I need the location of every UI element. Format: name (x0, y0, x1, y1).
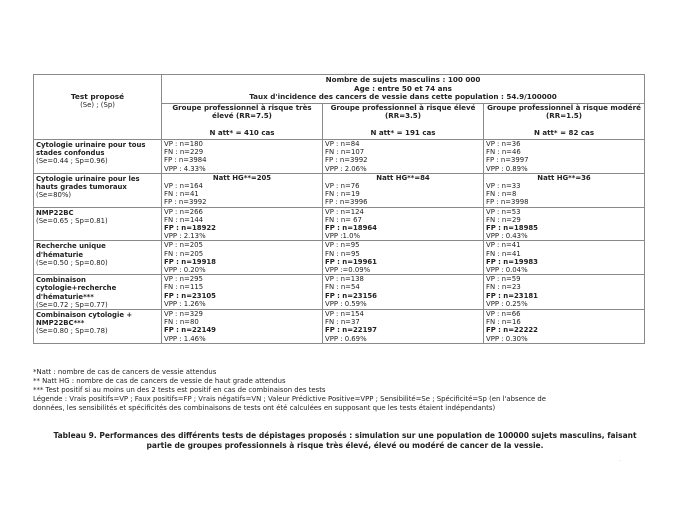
test-name-line: Combinaison cytologie + (36, 311, 133, 320)
result-cell (323, 140, 484, 174)
result-cell (162, 207, 323, 241)
fn-value: FN : n=80 (164, 318, 199, 327)
vp-value: VP : n=95 (325, 241, 360, 250)
result-cell (484, 173, 645, 207)
vp-value: VP : n=36 (486, 140, 521, 148)
natt-hg: Natt HG**=205 (212, 173, 272, 182)
group-label-line-1: Groupe professionnel à risque élevé (330, 103, 476, 112)
result-cell (323, 310, 484, 344)
fp-value: FP : n=23156 (325, 291, 377, 300)
fn-value: FN : n=16 (486, 318, 521, 327)
test-name-line: hauts grades tumoraux (36, 183, 127, 192)
vp-value: VP : n=266 (164, 207, 203, 216)
caption-line: partie de groupes professionnels à risque très élevé, élevé ou modéré de cancer de la vessie. (146, 441, 544, 450)
vpp-value: VPP : 0.04% (486, 266, 528, 275)
fn-value: FN : n=37 (325, 318, 360, 327)
caption-line: Tableau 9. Performances des différents tests de dépistages proposés : simulation sur une population de 100000 sujets masculins, faisant (53, 431, 637, 440)
fp-value: FP : n=19983 (486, 257, 538, 266)
group-natt: N att* = 82 cas (533, 127, 595, 137)
fp-value: FP : n=3984 (164, 156, 207, 165)
fp-value: FP : n=22149 (164, 326, 216, 335)
population-line-2: Age : entre 50 et 74 ans (354, 83, 452, 93)
vp-value: VP : n=66 (486, 310, 521, 319)
footnotes (33, 368, 648, 413)
table-row (34, 310, 645, 344)
fn-value: FN : n=205 (164, 249, 204, 258)
header-row (34, 75, 645, 104)
fn-value: FN : n=29 (486, 215, 521, 224)
fn-value: FN : n=41 (486, 249, 521, 258)
group-header-high (323, 103, 484, 139)
vpp-value: VPP : 2.06% (325, 164, 367, 173)
test-params: (Se=80%) (36, 191, 72, 200)
group-natt: N att* = 191 cas (370, 127, 436, 137)
fn-value: FN : n=115 (164, 283, 204, 292)
result-cell (162, 310, 323, 344)
test-name-line: NMP22BC (36, 208, 74, 217)
vp-value: VP : n=53 (486, 207, 521, 216)
table-row (34, 275, 645, 310)
fp-value: FP : n=3998 (486, 198, 529, 207)
fn-value: FN : n=54 (325, 283, 360, 292)
vp-value: VP : n=138 (325, 275, 364, 284)
fp-value: FP : n=18964 (325, 224, 377, 233)
group-label-line-1: Groupe professionnel à risque très (172, 103, 312, 112)
test-name-cell (34, 140, 162, 174)
footnote: ** Natt HG : nombre de cas de cancers de vessie de haut grade attendus (33, 376, 286, 385)
result-cell (162, 275, 323, 310)
fp-value: FP : n=22222 (486, 326, 538, 335)
test-name-cell (34, 275, 162, 310)
test-params: (Se=0.72 ; Sp=0.77) (36, 300, 108, 309)
test-name-cell (34, 310, 162, 344)
legend-line: Légende : Vrais positifs=VP ; Faux positifs=FP ; Vrais négatifs=VN ; Valeur Prédictive Positive=VPP ; Sensibilité=Se ; Spécificité=Sp (en l'absence de (33, 394, 547, 403)
fp-value: FP : n=19961 (325, 257, 377, 266)
result-cell (484, 140, 645, 174)
test-params: (Se=0.44 ; Sp=0.96) (36, 157, 108, 166)
fp-value: FP : n=18985 (486, 224, 538, 233)
fn-value: FN : n= 67 (325, 215, 362, 224)
natt-hg: Natt HG**=36 (537, 173, 591, 182)
result-cell (162, 173, 323, 207)
group-header-moderate (484, 103, 645, 139)
result-cell (323, 173, 484, 207)
result-cell (323, 275, 484, 310)
vp-value: VP : n=59 (486, 275, 521, 284)
result-cell (484, 310, 645, 344)
vpp-value: VPP : 0.30% (486, 334, 528, 343)
vpp-value: VPP : 0.20% (164, 266, 206, 275)
table-caption (40, 431, 650, 451)
fp-value: FP : n=23105 (164, 291, 216, 300)
test-name-line: stades confondus (36, 149, 105, 158)
group-label-line-2: (RR=1.5) (546, 111, 582, 121)
fp-value: FP : n=22197 (325, 326, 377, 335)
vp-value: VP : n=41 (486, 241, 521, 250)
fp-value: FP : n=19918 (164, 257, 216, 266)
population-header (162, 75, 645, 104)
vp-value: VP : n=33 (486, 182, 521, 191)
result-cell (323, 207, 484, 241)
vp-value: VP : n=205 (164, 241, 203, 250)
result-cell (484, 241, 645, 275)
vp-value: VP : n=76 (325, 182, 360, 191)
group-label-line-1: Groupe professionnel à risque modéré (487, 103, 641, 112)
fn-value: FN : n=46 (486, 148, 521, 157)
table-row (34, 241, 645, 275)
test-name-line: Recherche unique (36, 242, 106, 251)
vpp-value: VPP :=0.09% (325, 266, 371, 275)
result-cell (162, 140, 323, 174)
vp-value: VP : n=329 (164, 310, 203, 319)
vpp-value: VPP : 4.33% (164, 164, 206, 173)
test-header-cell (34, 75, 162, 140)
table-row (34, 140, 645, 174)
fn-value: FN : n=95 (325, 249, 360, 258)
test-name-line: Cytologie urinaire pour tous (36, 141, 146, 149)
vp-value: VP : n=154 (325, 310, 364, 319)
test-name-line: d'hématurie*** (36, 292, 94, 301)
group-header-very-high (162, 103, 323, 139)
test-name-cell (34, 241, 162, 275)
fn-value: FN : n=8 (486, 190, 517, 199)
fn-value: FN : n=41 (164, 190, 199, 199)
results-table (33, 74, 645, 344)
test-name-line: Combinaison (36, 276, 86, 285)
result-cell (162, 241, 323, 275)
result-cell (484, 207, 645, 241)
test-params: (Se=0.65 ; Sp=0.81) (36, 216, 108, 225)
vpp-value: VPP : 2.13% (164, 232, 206, 241)
population-line-1: Nombre de sujets masculins : 100 000 (325, 75, 481, 84)
test-name-line: d'hématurie (36, 250, 84, 259)
test-params: (Se=0.80 ; Sp=0.78) (36, 327, 108, 336)
vp-value: VP : n=295 (164, 275, 203, 284)
test-name-line: Cytologie urinaire pour les (36, 174, 140, 183)
group-label-line-2: (RR=3.5) (385, 111, 421, 121)
vpp-value: VPP : 0.43% (486, 232, 528, 241)
group-natt: N att* = 410 cas (209, 127, 275, 137)
fp-value: FP : n=3997 (486, 156, 529, 165)
table-row (34, 173, 645, 207)
fp-value: FP : n=3996 (325, 198, 368, 207)
test-name-line: cytologie+recherche (36, 284, 117, 293)
vpp-value: VPP : 0.69% (325, 334, 367, 343)
fp-value: FP : n=23181 (486, 291, 538, 300)
fn-value: FN : n=19 (325, 190, 360, 199)
group-label-line-2: élevé (RR=7.5) (212, 111, 272, 121)
vp-value: VP : n=124 (325, 207, 364, 216)
vpp-value: VPP : 0.89% (486, 164, 528, 173)
fp-value: FP : n=18922 (164, 224, 216, 233)
vpp-value: VPP : 0.59% (325, 299, 367, 308)
footnote: *** Test positif si au moins un des 2 tests est positif en cas de combinaison des tests (33, 385, 326, 394)
legend-line: données, les sensibilités et spécificités des combinaisons de tests ont été calculées en supposant que les tests étaient indépendants) (33, 403, 496, 412)
test-name-cell (34, 173, 162, 207)
natt-hg: Natt HG**=84 (376, 173, 430, 182)
test-name-line: NMP22BC*** (36, 319, 85, 328)
fp-value: FP : n=3992 (164, 198, 207, 207)
fn-value: FN : n=229 (164, 148, 204, 157)
table-row (34, 207, 645, 241)
vp-value: VP : n=180 (164, 140, 203, 148)
result-cell (484, 275, 645, 310)
vp-value: VP : n=164 (164, 182, 203, 191)
vpp-value: VPP : 0.25% (486, 299, 528, 308)
fn-value: FN : n=107 (325, 148, 365, 157)
footnote: *Natt : nombre de cas de cancers de vessie attendus (33, 368, 217, 376)
vpp-value: VPP : 1.46% (164, 334, 206, 343)
page-mark: - (619, 458, 621, 463)
test-header-sub: (Se) ; (Sp) (80, 101, 115, 110)
test-header-title: Test proposé (70, 92, 125, 101)
result-cell (323, 241, 484, 275)
fn-value: FN : n=23 (486, 283, 521, 292)
test-name-cell (34, 207, 162, 241)
population-line-3: Taux d'incidence des cancers de vessie dans cette population : 54.9/100000 (249, 92, 557, 102)
vp-value: VP : n=84 (325, 140, 360, 148)
vpp-value: VPP :1.0% (325, 232, 361, 241)
fn-value: FN : n=144 (164, 215, 204, 224)
vpp-value: VPP : 1.26% (164, 299, 206, 308)
test-params: (Se=0.50 ; Sp=0.80) (36, 258, 108, 267)
fp-value: FP : n=3992 (325, 156, 368, 165)
